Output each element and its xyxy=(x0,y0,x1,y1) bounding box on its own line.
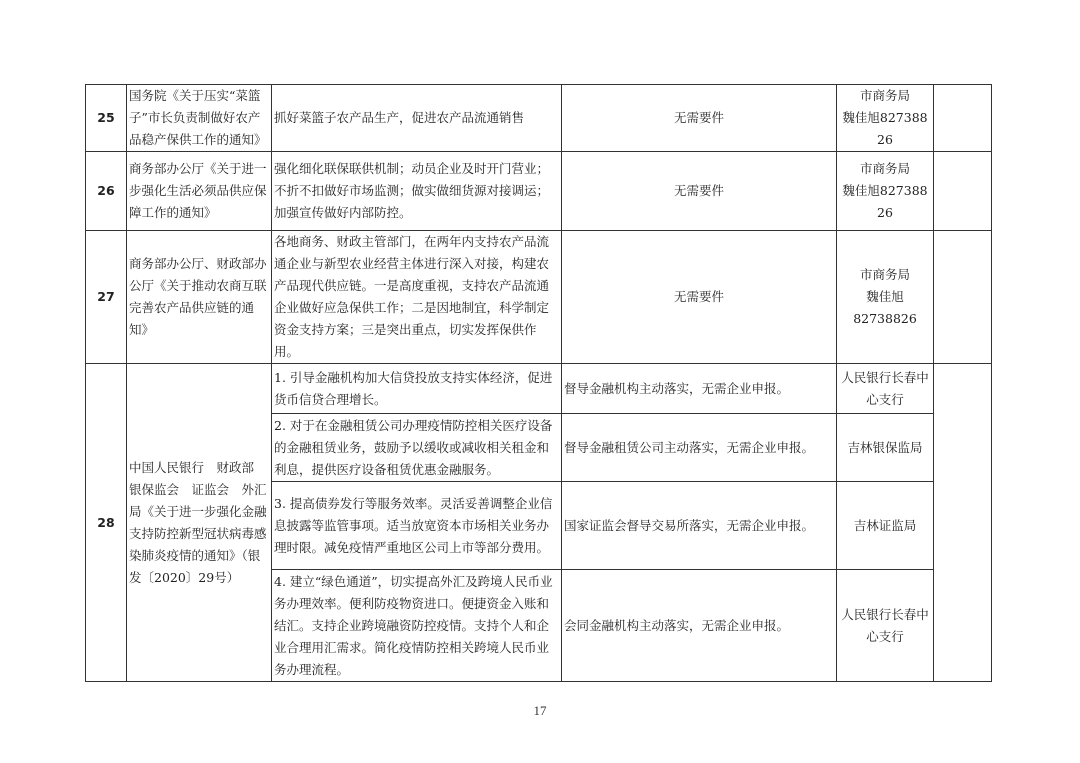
contact-cell: 市商务局 魏佳旭82738826 xyxy=(837,152,934,231)
row-number: 26 xyxy=(86,152,127,231)
measure-cell: 抓好菜篮子农产品生产，促进农产品流通销售 xyxy=(272,85,562,152)
measure-cell: 4. 建立“绿色通道”，切实提高外汇及跨境人民币业务办理效率。便利防疫物资进口。便捷资金入账和结汇。支持企业跨境融资防控疫情。支持个人和企业合理用汇需求。简化疫情防控相关跨境人民币业务办理流程。 xyxy=(272,570,562,682)
remarks-cell xyxy=(934,364,992,682)
contact-cell: 市商务局 魏佳旭82738826 xyxy=(837,85,934,152)
measure-cell: 强化细化联保联供机制；动员企业及时开门营业；不折不扣做好市场监测；做实做细货源对接调运；加强宣传做好内部防控。 xyxy=(272,152,562,231)
policy-document-cell: 中国人民银行 财政部 银保监会 证监会 外汇局《关于进一步强化金融支持防控新型冠状病毒感染肺炎疫情的通知》（银发〔2020〕29号） xyxy=(127,364,272,682)
table-row xyxy=(86,152,992,231)
policy-document-cell: 商务部办公厅、财政部办公厅《关于推动农商互联完善农产品供应链的通知》 xyxy=(127,231,272,364)
row-number: 28 xyxy=(86,364,127,682)
policy-document-cell: 国务院《关于压实“菜篮子”市长负责制做好农产品稳产保供工作的通知》 xyxy=(127,85,272,152)
remarks-cell xyxy=(934,85,992,152)
requirement-cell: 无需要件 xyxy=(562,85,837,152)
remarks-cell xyxy=(934,152,992,231)
requirement-cell: 无需要件 xyxy=(562,231,837,364)
requirement-cell: 会同金融机构主动落实，无需企业申报。 xyxy=(562,570,837,682)
measure-cell: 各地商务、财政主管部门，在两年内支持农产品流通企业与新型农业经营主体进行深入对接，构建农产品现代供应链。一是高度重视，支持农产品流通企业做好应急保供工作；二是因地制宜，科学制定资金支持方案；三是突出重点，切实发挥保供作用。 xyxy=(272,231,562,364)
remarks-cell xyxy=(934,231,992,364)
table-row xyxy=(86,364,992,414)
table-row xyxy=(86,85,992,152)
requirement-cell: 国家证监会督导交易所落实，无需企业申报。 xyxy=(562,482,837,570)
table-row xyxy=(86,231,992,364)
measure-cell: 3. 提高债券发行等服务效率。灵活妥善调整企业信息披露等监管事项。适当放宽资本市场相关业务办理时限。减免疫情严重地区公司上市等部分费用。 xyxy=(272,482,562,570)
contact-cell: 人民银行长春中心支行 xyxy=(837,570,934,682)
requirement-cell: 无需要件 xyxy=(562,152,837,231)
contact-cell: 人民银行长春中心支行 xyxy=(837,364,934,414)
contact-cell: 吉林证监局 xyxy=(837,482,934,570)
measure-cell: 1. 引导金融机构加大信贷投放支持实体经济，促进货币信贷合理增长。 xyxy=(272,364,562,414)
row-number: 27 xyxy=(86,231,127,364)
contact-cell: 市商务局 魏佳旭 82738826 xyxy=(837,231,934,364)
policy-table xyxy=(85,84,992,682)
page-number: 17 xyxy=(533,703,547,718)
requirement-cell: 督导金融机构主动落实，无需企业申报。 xyxy=(562,364,837,414)
contact-cell: 吉林银保监局 xyxy=(837,414,934,482)
policy-document-cell: 商务部办公厅《关于进一步强化生活必须品供应保障工作的通知》 xyxy=(127,152,272,231)
requirement-cell: 督导金融租赁公司主动落实，无需企业申报。 xyxy=(562,414,837,482)
row-number: 25 xyxy=(86,85,127,152)
measure-cell: 2. 对于在金融租赁公司办理疫情防控相关医疗设备的金融租赁业务，鼓励予以缓收或减收相关租金和利息，提供医疗设备租赁优惠金融服务。 xyxy=(272,414,562,482)
